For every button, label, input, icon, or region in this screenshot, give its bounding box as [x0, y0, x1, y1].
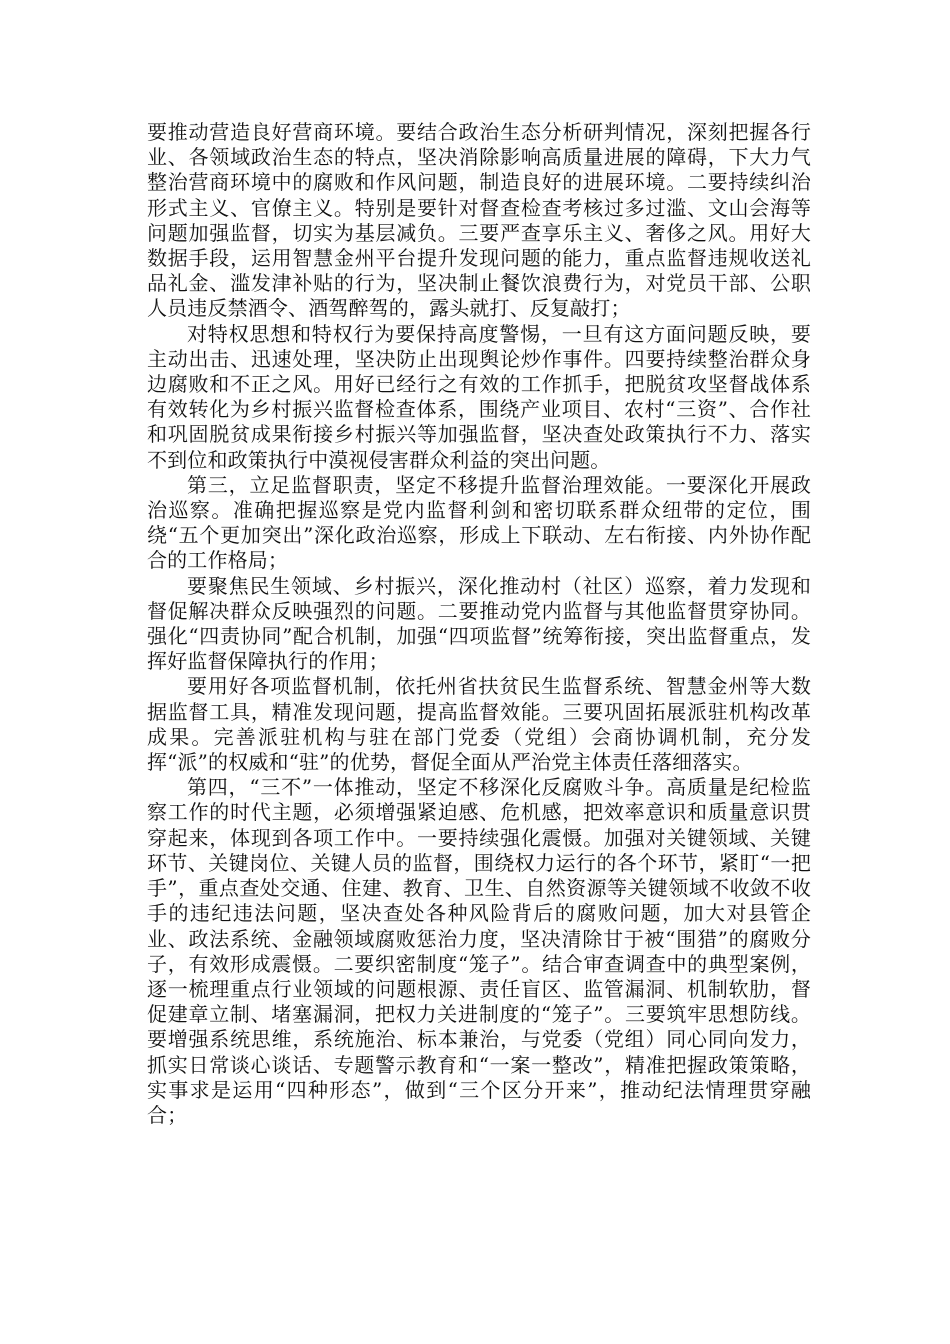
paragraph-1: 要推动营造良好营商环境。要结合政治生态分析研判情况，深刻把握各行业、各领域政治生态的特点，坚决消除影响高质量进展的障碍，下大力气整治营商环境中的腐败和作风问题，制造良好的进展环境。二要持续纠治形式主义、官僚主义。特别是要针对督查检查考核过多过滥、文山会海等问题加强监督，切实为基层减负。三要严查享乐主义、奢侈之风。用好大数据手段，运用智慧金州平台提升发现问题的能力，重点监督违规收送礼品礼金、滥发津补贴的行为，坚决制止餐饮浪费行为，对党员干部、公职人员违反禁酒令、酒驾醉驾的，露头就打、反复敲打；	[147, 120, 811, 321]
paragraph-3: 第三，立足监督职责，坚定不移提升监督治理效能。一要深化开展政治巡察。准确把握巡察是党内监督利剑和密切联系群众纽带的定位，围绕“五个更加突出”深化政治巡察，形成上下联动、左右衔接、内外协作配合的工作格局；	[147, 472, 811, 573]
paragraph-2: 对特权思想和特权行为要保持高度警惕，一旦有这方面问题反映，要主动出击、迅速处理，坚决防止出现舆论炒作事件。四要持续整治群众身边腐败和不正之风。用好已经行之有效的工作抓手，把脱贫攻坚督战体系有效转化为乡村振兴监督检查体系，围绕产业项目、农村“三资”、合作社和巩固脱贫成果衔接乡村振兴等加强监督，坚决查处政策执行不力、落实不到位和政策执行中漠视侵害群众利益的突出问题。	[147, 321, 811, 472]
paragraph-6: 第四，“三不”一体推动，坚定不移深化反腐败斗争。高质量是纪检监察工作的时代主题，必须增强紧迫感、危机感，把效率意识和质量意识贯穿起来，体现到各项工作中。一要持续强化震慑。加强对关键领域、关键环节、关键岗位、关键人员的监督，围绕权力运行的各个环节，紧盯“一把手”，重点查处交通、住建、教育、卫生、自然资源等关键领域不收敛不收手的违纪违法问题，坚决查处各种风险背后的腐败问题，加大对县管企业、政法系统、金融领域腐败惩治力度，坚决清除甘于被“围猎”的腐败分子，有效形成震慑。二要织密制度“笼子”。结合审查调查中的典型案例，逐一梳理重点行业领域的问题根源、责任盲区、监管漏洞、机制软肋，督促建章立制、堵塞漏洞，把权力关进制度的“笼子”。三要筑牢思想防线。要增强系统思维，系统施治、标本兼治，与党委（党组）同心同向发力，抓实日常谈心谈话、专题警示教育和“一案一整改”，精准把握政策策略，实事求是运用“四种形态”，做到“三个区分开来”，推动纪法情理贯穿融合；	[147, 775, 811, 1127]
document-body	[147, 120, 811, 1128]
paragraph-5: 要用好各项监督机制，依托州省扶贫民生监督系统、智慧金州等大数据监督工具，精准发现问题，提高监督效能。三要巩固拓展派驻机构改革成果。完善派驻机构与驻在部门党委（党组）会商协调机制，充分发挥“派”的权威和“驻”的优势，督促全面从严治党主体责任落细落实。	[147, 674, 811, 775]
paragraph-4: 要聚焦民生领域、乡村振兴，深化推动村（社区）巡察，着力发现和督促解决群众反映强烈的问题。二要推动党内监督与其他监督贯穿协同。强化“四责协同”配合机制，加强“四项监督”统筹衔接，突出监督重点，发挥好监督保障执行的作用；	[147, 573, 811, 674]
